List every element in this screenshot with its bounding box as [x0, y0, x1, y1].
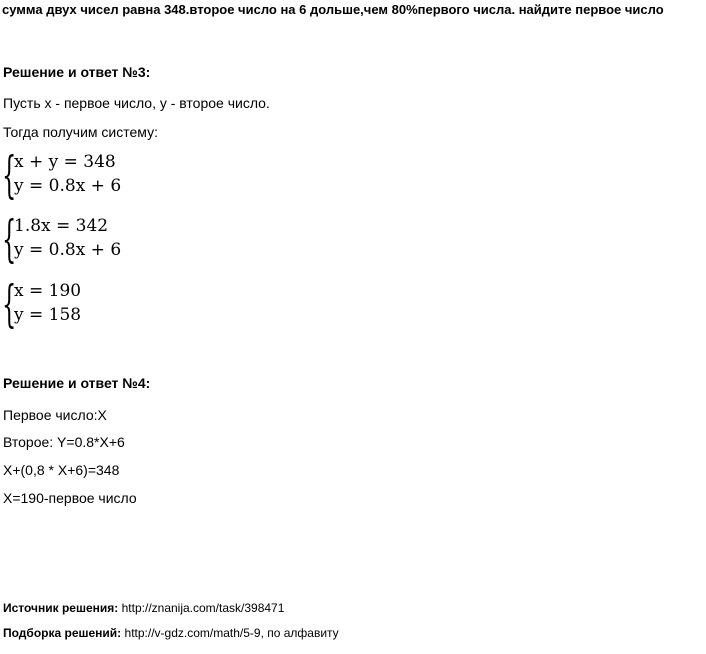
system-3-equation-2: y = 158 — [14, 305, 82, 325]
solution-4-line: Первое число:X — [3, 407, 107, 423]
system-3-equation-1: x = 190 — [14, 281, 82, 301]
brace-icon: { — [2, 146, 17, 204]
source-line — [3, 601, 284, 615]
solution-4-line: Второе: Y=0.8*X+6 — [3, 434, 125, 450]
collection-line — [3, 626, 339, 640]
solution-4-line: X=190-первое число — [3, 490, 137, 506]
solution-4-heading: Решение и ответ №4: — [3, 375, 151, 391]
collection-link[interactable]: http://v-gdz.com/math/5-9, по алфавиту — [121, 626, 339, 640]
solution-3-system-intro: Тогда получим систему: — [3, 124, 158, 140]
collection-label: Подборка решений: — [3, 626, 122, 640]
solution-3-intro: Пусть x - первое число, y - второе число. — [3, 95, 270, 111]
system-1-equation-2: y = 0.8x + 6 — [14, 176, 122, 196]
brace-icon: { — [2, 210, 17, 268]
system-1-equation-1: x + y = 348 — [14, 152, 116, 172]
source-link[interactable]: http://znanija.com/task/398471 — [118, 601, 285, 615]
solution-3-heading: Решение и ответ №3: — [3, 64, 151, 80]
question-text: сумма двух чисел равна 348.второе число на 6 дольше,чем 80%первого числа. найдите первое число — [2, 2, 664, 17]
system-2-equation-1: 1.8x = 342 — [14, 216, 109, 236]
system-2-equation-2: y = 0.8x + 6 — [14, 240, 122, 260]
source-label: Источник решения: — [3, 601, 119, 615]
solution-4-line: X+(0,8 * X+6)=348 — [3, 462, 120, 478]
brace-icon: { — [2, 275, 17, 333]
